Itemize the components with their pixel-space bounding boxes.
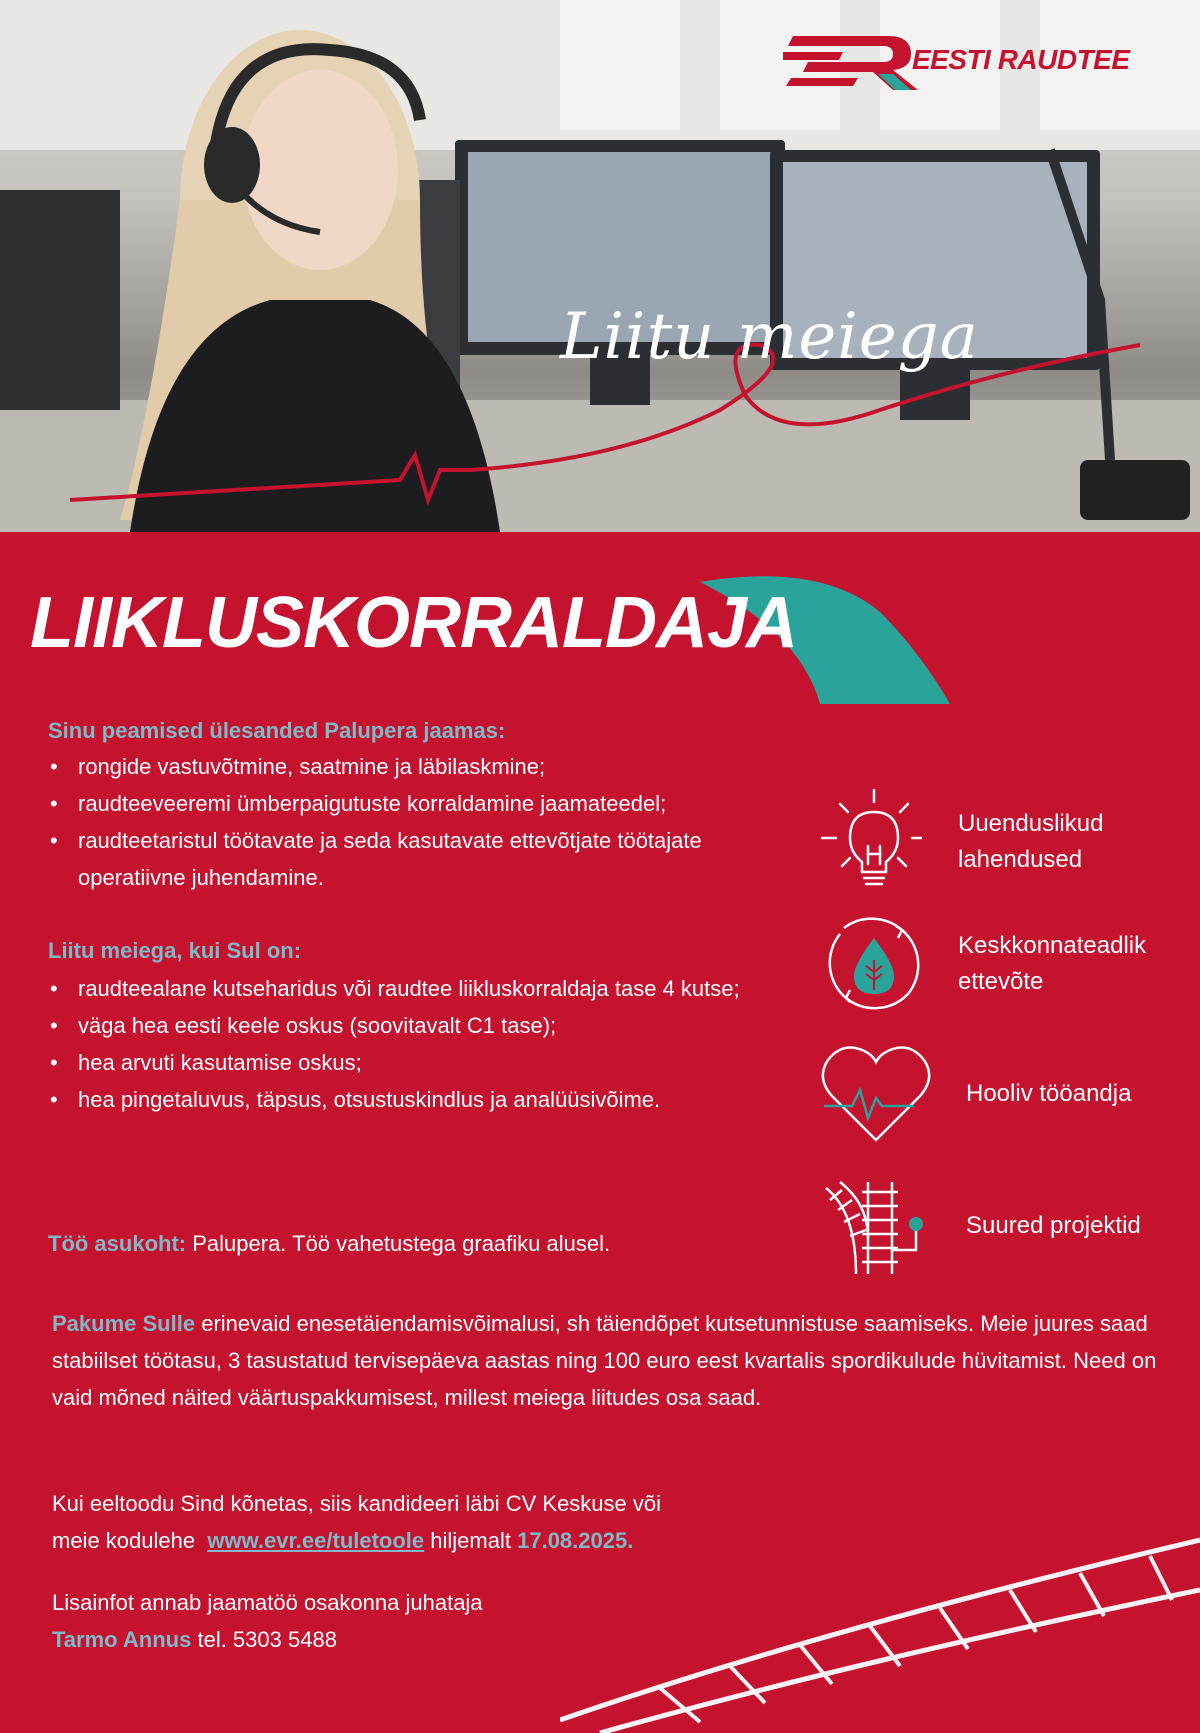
benefit-label: Suured projektid — [966, 1212, 1141, 1239]
offer-text: erinevaid enesetäiendamisvõimalusi, sh täiendõpet kutsetunnistuse saamiseks. Meie juures saad stabiilset töötasu, 3 tasustatud tervisepäeva aastas ning 100 euro eest kvartalis spordikulude hüvitamist. Need on vaid mõned näited väärtuspakkumisest, millest meiega liitudes osa saad. — [52, 1311, 1157, 1410]
list-item: • hea arvuti kasutamise oskus; — [48, 1044, 818, 1081]
apply-line-1: Kui eeltoodu Sind kõnetas, siis kandideeri läbi CV Keskuse või — [52, 1491, 662, 1516]
careers-link[interactable]: www.evr.ee/tuletoole — [207, 1528, 425, 1553]
railway-track-icon — [822, 1178, 932, 1278]
heart-pulse-icon — [818, 1040, 934, 1144]
job-title: LIIKLUSKORRALDAJA — [30, 583, 797, 663]
offer-paragraph — [52, 1305, 1172, 1416]
deadline-date: 17.08.2025. — [517, 1528, 634, 1553]
location-line — [48, 1225, 808, 1262]
offer-label: Pakume Sulle — [52, 1311, 196, 1336]
hero-photo — [0, 0, 1200, 532]
eco-drop-icon — [822, 912, 926, 1016]
lightbulb-icon — [818, 786, 922, 896]
location-text: Palupera. Töö vahetustega graafiku alusel. — [192, 1231, 611, 1256]
apply-prefix: meie kodulehe — [52, 1528, 196, 1553]
list-item: • väga hea eesti keele oskus (soovitavalt C1 tase); — [48, 1007, 818, 1044]
requirements-list — [48, 970, 818, 1118]
requirements-heading: Liitu meiega, kui Sul on: — [48, 938, 302, 963]
duties-list — [48, 748, 808, 896]
list-item: • raudteeveeremi ümberpaigutuste korraldamine jaamateedel; — [48, 785, 808, 822]
apply-mid: hiljemalt — [430, 1528, 511, 1553]
benefit-label: Hooliv tööandja — [966, 1080, 1132, 1107]
duties-heading: Sinu peamised ülesanded Palupera jaamas: — [48, 718, 506, 743]
railway-tracks-decoration — [560, 1510, 1200, 1733]
list-item: • raudteetaristul töötavate ja seda kasutavate ettevõtjate töötajate operatiivne juhendamine. — [48, 822, 758, 896]
contact-phone: tel. 5303 5488 — [197, 1627, 337, 1652]
logo-wordmark: EESTI RAUDTEE — [912, 44, 1130, 75]
list-item: • hea pingetaluvus, täpsus, otsustuskindlus ja analüüsivõime. — [48, 1081, 818, 1118]
list-item: • rongide vastuvõtmine, saatmine ja läbilaskmine; — [48, 748, 808, 785]
benefit-label: Keskkonnateadlik ettevõte — [958, 932, 1147, 995]
contact-line-1: Lisainfot annab jaamatöö osakonna juhataja — [52, 1590, 483, 1615]
contact-name: Tarmo Annus — [52, 1627, 192, 1652]
location-label: Töö asukoht: — [48, 1231, 187, 1256]
join-us-script: Liitu meiega — [560, 300, 979, 374]
benefit-label: Uuenduslikud lahendused — [958, 810, 1104, 873]
list-item: • raudteealane kutseharidus või raudtee liikluskorraldaja tase 4 kutse; — [48, 970, 778, 1007]
